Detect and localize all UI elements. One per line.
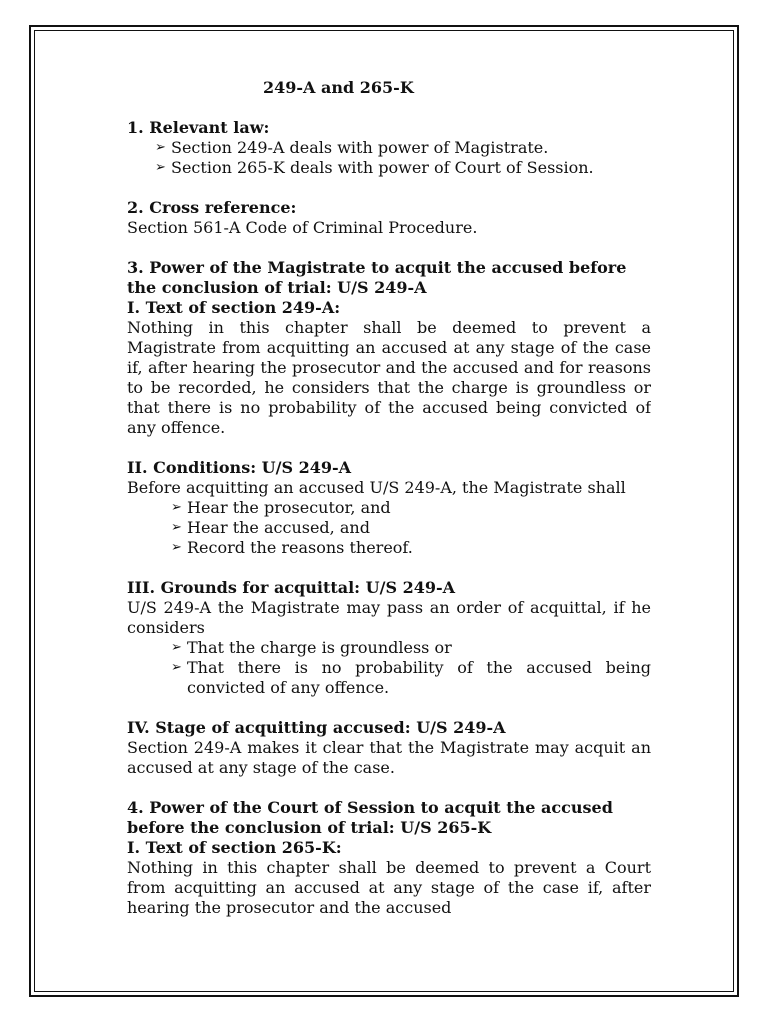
- arrow-bullet-icon: ➢: [155, 140, 166, 155]
- section-4-heading: 4. Power of the Court of Session to acquit the accused before the conclusion of trial: U/S 265-K: [127, 798, 613, 837]
- section-3-sub3-list: [171, 638, 651, 698]
- section-3-sub1-text: Nothing in this chapter shall be deemed to prevent a Magistrate from acquitting an accused at any stage of the case if, after hearing the prosecutor and the accused and for reasons to be recorded, he considers that the charge is groundless or that there is no probability of the accused being convicted of any offence.: [127, 318, 651, 437]
- section-3-sub3-heading: III. Grounds for acquittal: U/S 249-A: [127, 578, 456, 597]
- section-2-heading: 2. Cross reference:: [127, 198, 297, 217]
- section-3-sub2-text: Before acquitting an accused U/S 249-A, the Magistrate shall: [127, 478, 626, 497]
- arrow-bullet-icon: ➢: [171, 660, 182, 675]
- arrow-bullet-icon: ➢: [171, 640, 182, 655]
- arrow-bullet-icon: ➢: [171, 520, 182, 535]
- section-3-sub2-list: [171, 498, 651, 558]
- section-3-sub1-heading: I. Text of section 249-A:: [127, 298, 341, 317]
- list-item: ➢ Hear the accused, and: [171, 518, 370, 537]
- section-4-sub1-heading: I. Text of section 265-K:: [127, 838, 342, 857]
- section-2-text: Section 561-A Code of Criminal Procedure.: [127, 218, 478, 237]
- section-3-sub4-text: Section 249-A makes it clear that the Magistrate may acquit an accused at any stage of the case.: [127, 738, 651, 777]
- document-body: [127, 78, 651, 984]
- section-3-heading: 3. Power of the Magistrate to acquit the accused before the conclusion of trial: U/S 249-A: [127, 258, 627, 297]
- section-3-sub3-text: U/S 249-A the Magistrate may pass an order of acquittal, if he considers: [127, 598, 651, 637]
- list-item: ➢ Section 265-K deals with power of Court of Session.: [155, 158, 594, 177]
- section-1-heading: 1. Relevant law:: [127, 118, 270, 137]
- list-item: ➢ That the charge is groundless or: [171, 638, 452, 657]
- arrow-bullet-icon: ➢: [171, 500, 182, 515]
- list-item: ➢ That there is no probability of the accused being convicted of any offence.: [171, 658, 651, 697]
- section-4-sub1-text: Nothing in this chapter shall be deemed to prevent a Court from acquitting an accused at any stage of the case if, after hearing the prosecutor and the accused: [127, 858, 651, 917]
- list-item: ➢ Record the reasons thereof.: [171, 538, 413, 557]
- document-title: 249-A and 265-K: [263, 78, 414, 97]
- section-1-list: [155, 138, 651, 178]
- arrow-bullet-icon: ➢: [155, 160, 166, 175]
- list-item: ➢ Section 249-A deals with power of Magistrate.: [155, 138, 549, 157]
- arrow-bullet-icon: ➢: [171, 540, 182, 555]
- section-3-sub4-heading: IV. Stage of acquitting accused: U/S 249-A: [127, 718, 506, 737]
- list-item: ➢ Hear the prosecutor, and: [171, 498, 391, 517]
- section-3-sub2-heading: II. Conditions: U/S 249-A: [127, 458, 352, 477]
